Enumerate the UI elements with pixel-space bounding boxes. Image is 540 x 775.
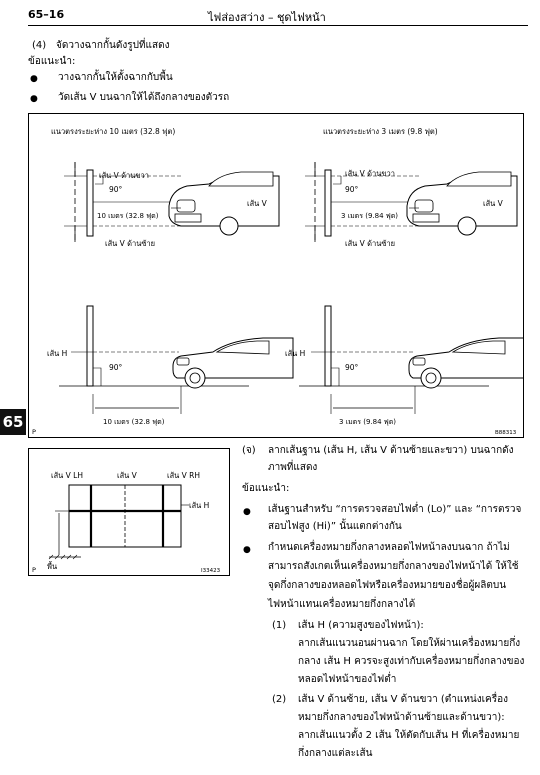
bullet1-line-1: เส้นฐานสำหรับ “การตรวจสอบไฟต่ำ (Lo)” และ “การตรวจ (268, 504, 522, 515)
bullet-icon: ● (30, 74, 38, 84)
angle-label: 90° (345, 185, 359, 194)
bullet2-line-4: ไฟหน้าแทนเครื่องหมายกึ่งกลางได้ (268, 599, 416, 610)
v-right-label: เส้น V ด้านขวา (99, 171, 149, 180)
step5-line-1: ลากเส้นฐาน (เส้น H, เส้น V ด้านซ้ายและขวา) บนฉากดัง (268, 445, 514, 456)
v-left-label: เส้น V ด้านซ้าย (105, 239, 156, 248)
sub1-line-2: ลากเส้นแนวนอนผ่านฉาก โดยให้ผ่านเครื่องหมายกึ่ง (298, 638, 521, 649)
corner-p: P (32, 566, 36, 574)
v-lh-label: เส้น V LH (51, 471, 83, 480)
bullet1-line-2: สอบไฟสูง (Hi)” นั้นแตกต่างกัน (268, 521, 402, 532)
sub2-line-4: กึ่งกลางแต่ละเส้น (298, 748, 373, 759)
sub2-label: (2) (272, 694, 287, 705)
bullet2-line-2: สามารถสังเกตเห็นเครื่องหมายกึ่งกลางของไฟหน้าได้ ให้ใช้ (268, 561, 519, 572)
angle-label: 90° (109, 185, 123, 194)
sub1-label: (1) (272, 620, 287, 631)
step4-bullet-2: วัดเส้น V บนฉากให้ได้ถึงกลางของตัวรถ (58, 92, 230, 103)
angle-label: 90° (109, 363, 123, 372)
chapter-tab: 65 (0, 409, 26, 435)
bullet2-line-3: จุดกึ่งกลางของหลอดไฟหรือเครื่องหมายของชื่อผู้ผลิตบน (268, 580, 507, 591)
header-rule (28, 25, 528, 26)
v-rh-label: เส้น V RH (167, 471, 201, 480)
v-label: เส้น V (117, 471, 137, 480)
screen-baseline-figure (28, 448, 230, 576)
v-line-label: เส้น V (483, 199, 503, 208)
step5-hint: ข้อแนะนำ: (242, 483, 290, 494)
section-title: ไฟส่องสว่าง – ชุดไฟหน้า (208, 11, 326, 24)
distance-label: 3 เมตร (9.84 ฟุต) (341, 212, 398, 220)
bullet-icon: ● (30, 94, 38, 104)
h-label: เส้น H (189, 501, 210, 510)
sub2-line-1: เส้น V ด้านซ้าย, เส้น V ด้านขวา (ตำแหน่งเครื่อง (298, 694, 508, 705)
v-left-label: เส้น V ด้านซ้าย (345, 239, 396, 248)
left-title: แนวตรงระยะห่าง 10 เมตร (32.8 ฟุต) (51, 127, 176, 136)
page-number: 65–16 (28, 8, 65, 21)
h-line-label: เส้น H (47, 349, 68, 358)
bullet2-line-1: กำหนดเครื่องหมายกึ่งกลางหลอดไฟหน้าลงบนฉาก ถ้าไม่ (268, 542, 510, 553)
headlight-aiming-figure (28, 113, 524, 438)
step4-bullet-1: วางฉากกั้นให้ตั้งฉากกับพื้น (58, 72, 173, 83)
step4-hint: ข้อแนะนำ: (28, 56, 76, 67)
sub2-line-2: หมายกึ่งกลางของไฟหน้าด้านซ้ายและด้านขวา): (298, 712, 505, 723)
right-title: แนวตรงระยะห่าง 3 เมตร (9.8 ฟุต) (323, 127, 438, 136)
sub1-line-1: เส้น H (ความสูงของไฟหน้า): (298, 620, 424, 631)
step5-label: (จ) (242, 445, 256, 456)
angle-label: 90° (345, 363, 359, 372)
h-line-label: เส้น H (285, 349, 306, 358)
sub1-line-4: หลอดไฟหน้าของไฟต่ำ (298, 674, 397, 685)
v-right-label: เส้น V ด้านขวา (345, 169, 395, 178)
bullet-icon: ● (243, 545, 251, 555)
step4-label: (4) (32, 40, 47, 51)
distance-label: 10 เมตร (32.8 ฟุต) (97, 212, 159, 220)
figure-code: B88313 (495, 430, 517, 436)
corner-p: P (32, 428, 36, 436)
floor-label: พื้น (47, 562, 58, 571)
bullet-icon: ● (243, 507, 251, 517)
distance-label: 3 เมตร (9.84 ฟุต) (339, 418, 396, 426)
sub1-line-3: กลาง เส้น H ควรจะสูงเท่ากับเครื่องหมายกึ่งกลางของ (298, 656, 525, 667)
figure-code: I33423 (201, 568, 221, 574)
distance-label: 10 เมตร (32.8 ฟุต) (103, 418, 165, 426)
v-line-label: เส้น V (247, 199, 267, 208)
step4-text: จัดวางฉากกั้นดังรูปที่แสดง (56, 40, 170, 51)
sub2-line-3: ลากเส้นแนวตั้ง 2 เส้น ให้ตัดกับเส้น H ที่เครื่องหมาย (298, 730, 520, 741)
step5-line-2: ภาพที่แสดง (268, 462, 318, 473)
